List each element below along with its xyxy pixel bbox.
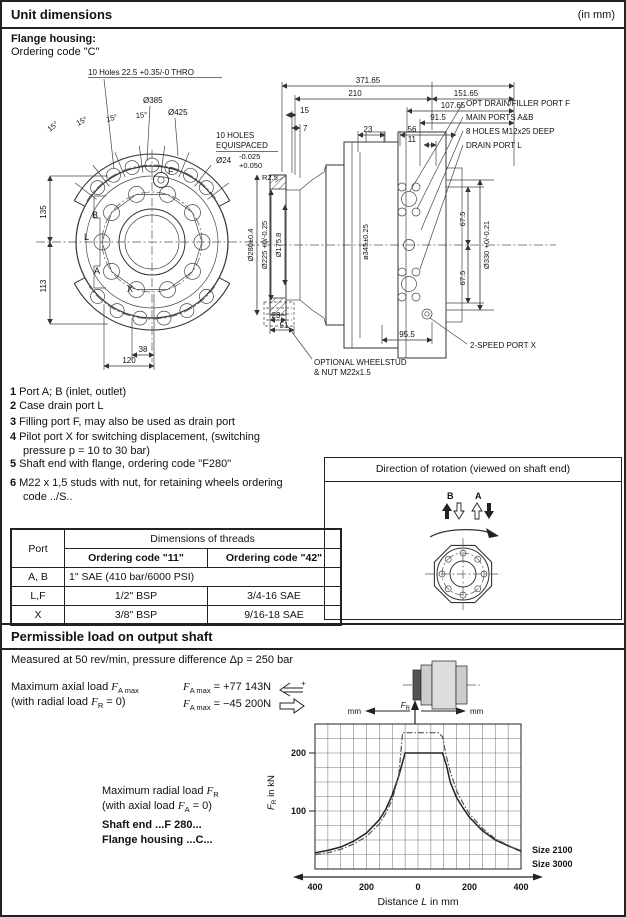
r2-5-label: R2.5 — [262, 173, 278, 182]
legend-size-3000: Size 3000 — [532, 859, 573, 869]
dia-345-label: ø345±0.25 — [361, 224, 370, 260]
page-header — [2, 2, 624, 29]
dia-24-label: Ø24 — [216, 156, 232, 165]
note-3: 3 Filling port F, may also be used as drain port — [10, 416, 235, 428]
section-2-header — [2, 623, 624, 650]
shaft-end-note: Shaft end ...F 280... — [102, 819, 202, 831]
label-wheelstud-2: & NUT M22x1.5 — [314, 368, 371, 377]
col-code-42: Ordering code "42" — [208, 549, 342, 568]
note-5: 5 Shaft end with flange, ordering code "F280" — [10, 458, 232, 470]
fr-arrow-label: $F_R$ — [400, 701, 410, 712]
tol-minus: -0.025 — [239, 152, 261, 161]
dim-95-5: 95.5 — [399, 330, 415, 339]
equispaced-label-2: EQUISPACED — [216, 141, 268, 150]
dim-151: 151.65 — [453, 89, 479, 98]
axial-load-label: Maximum axial load $F_{A max}$ — [11, 681, 139, 696]
cell-x-42: 9/16-18 SAE — [208, 606, 342, 626]
note-2: 2 Case drain port L — [10, 400, 104, 412]
legend-size-2100: Size 2100 — [532, 845, 573, 855]
ordering-code-line: Ordering code "C" — [11, 46, 100, 58]
col-port: Port — [11, 529, 65, 568]
xtick-m200: 200 — [358, 882, 375, 892]
rotation-diagram — [325, 482, 620, 618]
xtick-400: 400 — [513, 882, 529, 892]
port-b-label: B — [92, 210, 99, 220]
port-l-label: L — [84, 232, 90, 242]
dia-425-label: Ø425 — [168, 108, 188, 117]
rotation-arc-arrow — [430, 530, 491, 537]
rotation-panel-title: Direction of rotation (viewed on shaft end) — [325, 458, 621, 482]
angle-15-3: 15° — [105, 112, 119, 124]
dia-175-label: Ø175.8 — [274, 232, 283, 258]
valve-block-ports — [398, 183, 432, 319]
label-2-speed-port-x: 2-SPEED PORT X — [470, 341, 536, 350]
port-f-label: F — [168, 166, 174, 176]
y-axis-title: $F_R$ in kN — [266, 775, 278, 810]
tol-plus: +0.050 — [239, 161, 263, 170]
threads-table — [10, 528, 342, 626]
col-group: Dimensions of threads — [65, 529, 342, 549]
cell-port-ab: A, B — [11, 568, 65, 587]
cell-x-11: 3/8" BSP — [65, 606, 208, 626]
axial-load-condition: (with radial load $F_R = 0$) — [11, 696, 126, 711]
mm-right-label: mm — [470, 707, 484, 716]
label-drain-port-l: DRAIN PORT L — [466, 141, 522, 150]
note-6: 6 M22 x 1,5 studs with nut, for retaining wheels ordering code ../S.. — [10, 477, 283, 503]
chart-plot-area — [315, 724, 521, 869]
axial-formula-negative: $F_{A max} = -45$ 200N — [183, 696, 309, 714]
dim-56: 56 — [407, 125, 417, 134]
dim-11: 11 — [407, 135, 416, 144]
cell-port-lf: L,F — [11, 587, 65, 606]
angle-15-1: 15° — [45, 119, 60, 134]
dim-107: 107.65 — [440, 101, 466, 110]
note-4: 4 Pilot port X for switching displacement, (switching pressure p = 10 to 30 bar) — [10, 431, 261, 457]
axial-formula-positive: $F_{A max} = +77$ 143N + — [183, 679, 309, 697]
equispaced-label-1: 10 HOLES — [216, 131, 255, 140]
permissible-load-chart — [260, 650, 626, 917]
rotation-label-a: A — [475, 491, 482, 501]
col-code-11: Ordering code "11" — [65, 549, 208, 568]
angle-15-4: 15° — [135, 110, 148, 120]
dim-51: 51 — [279, 321, 289, 330]
label-8-holes: 8 HOLES M12x25 DEEP — [466, 127, 555, 136]
note-1: 1 Port A; B (inlet, outlet) — [10, 386, 127, 398]
dim-371: 371.65 — [355, 76, 381, 85]
flange-housing-heading: Flange housing: — [11, 33, 96, 45]
label-wheelstud-1: OPTIONAL WHEELSTUD — [314, 358, 407, 367]
dim-67-5-bottom: 67.5 — [458, 270, 467, 286]
xtick-m400: 400 — [307, 882, 323, 892]
dim-135: 135 — [39, 205, 48, 219]
table-row — [11, 587, 341, 606]
dim-120: 120 — [122, 356, 136, 365]
cell-lf-11: 1/2" BSP — [65, 587, 208, 606]
label-main-ports-ab: MAIN PORTS A&B — [466, 113, 534, 122]
svg-text:+: + — [301, 679, 306, 688]
holes-leader-label: 10 Holes 22.5 +0.35/-0 THRO — [88, 68, 194, 77]
dia-225-label: Ø225 +0/-0.25 — [260, 220, 269, 270]
section-2-title: Permissible load on output shaft — [11, 629, 213, 644]
cell-ab-thread: 1" SAE (410 bar/6000 PSI) — [65, 568, 342, 587]
dim-15: 15 — [300, 106, 309, 115]
dim-210: 210 — [348, 89, 362, 98]
dim-23-bottom: 23 — [271, 311, 281, 320]
cell-port-x: X — [11, 606, 65, 626]
table-row — [11, 568, 341, 587]
mm-left-label: mm — [347, 707, 361, 716]
radial-load-condition: (with axial load $F_A = 0$) — [102, 800, 212, 815]
dia-385-label: Ø385 — [143, 96, 163, 105]
dim-38: 38 — [138, 345, 148, 354]
dim-7: 7 — [303, 124, 308, 133]
x-axis-title: Distance L in mm — [377, 896, 459, 908]
dim-67-5-top: 67.5 — [458, 211, 467, 227]
rotation-label-b: B — [447, 491, 454, 501]
port-a-label: A — [94, 266, 101, 276]
ytick-100: 100 — [290, 806, 306, 816]
flange-housing-note: Flange housing ...C... — [102, 834, 213, 846]
xtick-200: 200 — [461, 882, 478, 892]
direction-of-rotation-panel — [324, 457, 622, 620]
dim-113: 113 — [39, 279, 48, 293]
label-opt-drain-port-f: OPT DRAIN/FILLER PORT F — [466, 99, 571, 108]
page-title: Unit dimensions — [11, 7, 113, 22]
shaft-end-flange — [425, 538, 501, 610]
dim-23-top: 23 — [363, 125, 373, 134]
radial-load-label: Maximum radial load $F_R$ — [102, 785, 219, 800]
angle-15-2: 15° — [74, 114, 89, 128]
cell-lf-42: 3/4-16 SAE — [208, 587, 342, 606]
units-note: (in mm) — [577, 9, 615, 21]
dia-280-label: Ø280±0.4 — [246, 228, 255, 262]
dia-330-label: Ø330 +0/-0.21 — [482, 220, 491, 270]
ytick-200: 200 — [290, 748, 306, 758]
direction-arrows — [442, 503, 494, 519]
xtick-0: 0 — [415, 882, 421, 892]
measured-note: Measured at 50 rev/min, pressure difference Δp = 250 bar — [11, 654, 293, 666]
port-x-label: X — [127, 284, 134, 294]
flange-side-view-drawing — [240, 72, 626, 377]
dim-91: 91.5 — [430, 113, 446, 122]
